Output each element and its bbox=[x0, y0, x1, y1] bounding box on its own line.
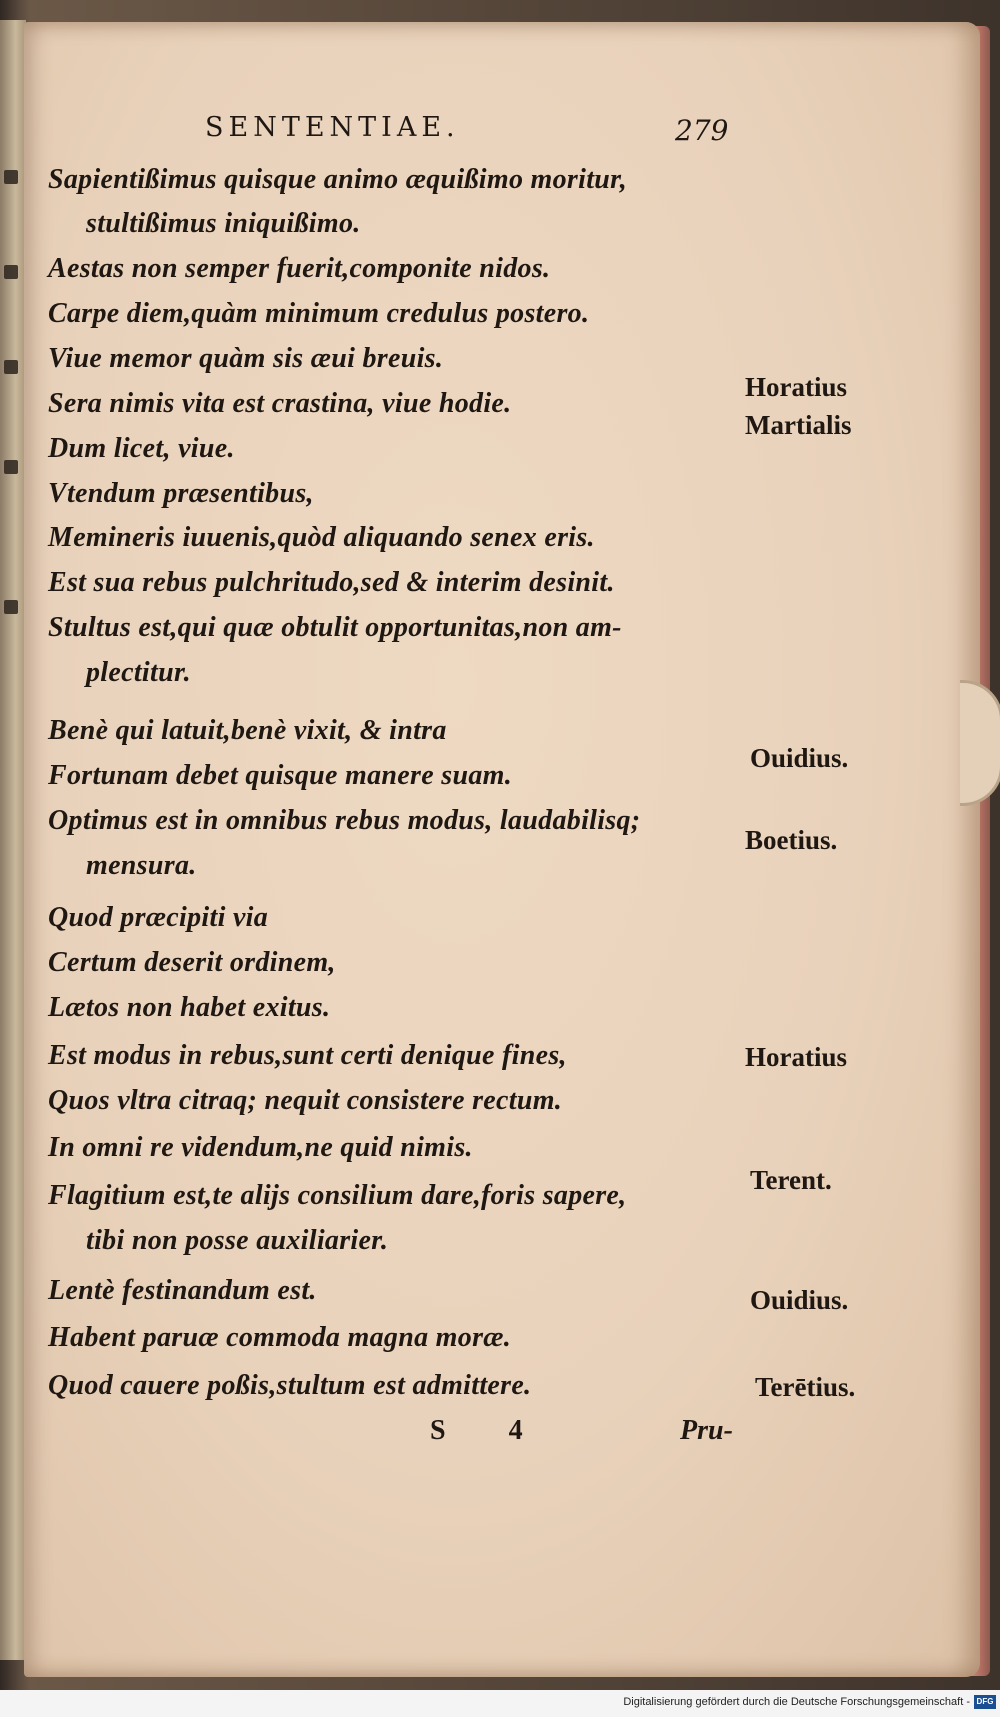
text-line: Aestas non semper fuerit,componite nidos. bbox=[48, 253, 551, 284]
margin-note: Ouidius. bbox=[750, 743, 849, 773]
signature-mark: S 4 bbox=[430, 1415, 551, 1446]
text-line: Carpe diem,quàm minimum credulus postero. bbox=[48, 298, 590, 329]
margin-note: Martialis bbox=[745, 410, 852, 440]
text-line: Sapientißimus quisque animo æquißimo moritur, bbox=[48, 164, 628, 195]
margin-note: Boetius. bbox=[745, 825, 838, 855]
text-line: Habent paruæ commoda magna moræ. bbox=[48, 1322, 512, 1353]
page-number: 279 bbox=[675, 114, 729, 147]
running-head: SENTENTIAE. bbox=[205, 112, 460, 143]
text-line: Quod præcipiti via bbox=[48, 902, 269, 933]
text-line: Certum deserit ordinem, bbox=[48, 947, 336, 978]
dfg-logo: DFG bbox=[974, 1695, 996, 1709]
text-line: Sera nimis vita est crastina, viue hodie. bbox=[48, 388, 512, 419]
text-line: Lætos non habet exitus. bbox=[48, 992, 331, 1023]
text-line: Optimus est in omnibus rebus modus, laudabilisq; bbox=[48, 805, 641, 836]
margin-note: Terent. bbox=[750, 1165, 832, 1195]
footer-credit: Digitalisierung gefördert durch die Deutsche Forschungsgemeinschaft - bbox=[623, 1696, 970, 1708]
text-line: Vtendum præsentibus, bbox=[48, 478, 314, 509]
margin-note: Terētius. bbox=[755, 1372, 856, 1402]
text-line: Quos vltra citraq; nequit consistere rectum. bbox=[48, 1085, 563, 1116]
margin-note: Horatius bbox=[745, 372, 848, 402]
margin-note: Horatius bbox=[745, 1042, 848, 1072]
text-line: Viue memor quàm sis æui breuis. bbox=[48, 343, 444, 374]
text-line: Flagitium est,te alijs consilium dare,foris sapere, bbox=[48, 1180, 627, 1211]
text-line: Stultus est,qui quæ obtulit opportunitas,non am- bbox=[48, 612, 622, 643]
text-line: Quod cauere poßis,stultum est admittere. bbox=[48, 1370, 532, 1401]
text-line: In omni re videndum,ne quid nimis. bbox=[48, 1132, 473, 1163]
text-line: Memineris iuuenis,quòd aliquando senex eris. bbox=[48, 522, 595, 553]
catchword: Pru- bbox=[680, 1415, 733, 1446]
text-line: Fortunam debet quisque manere suam. bbox=[48, 760, 513, 791]
text-line: Lentè festinandum est. bbox=[48, 1275, 317, 1306]
text-line: stultißimus iniquißimo. bbox=[86, 208, 361, 239]
text-line: Dum licet, viue. bbox=[48, 433, 235, 464]
margin-note: Ouidius. bbox=[750, 1285, 849, 1315]
footer-bar bbox=[0, 1690, 1000, 1717]
text-line: tibi non posse auxiliarier. bbox=[86, 1225, 389, 1256]
text-line: plectitur. bbox=[86, 657, 191, 688]
text-line: Est modus in rebus,sunt certi denique fines, bbox=[48, 1040, 567, 1071]
text-line: mensura. bbox=[86, 850, 197, 881]
text-line: Benè qui latuit,benè vixit, & intra bbox=[48, 715, 447, 746]
text-line: Est sua rebus pulchritudo,sed & interim desinit. bbox=[48, 567, 615, 598]
